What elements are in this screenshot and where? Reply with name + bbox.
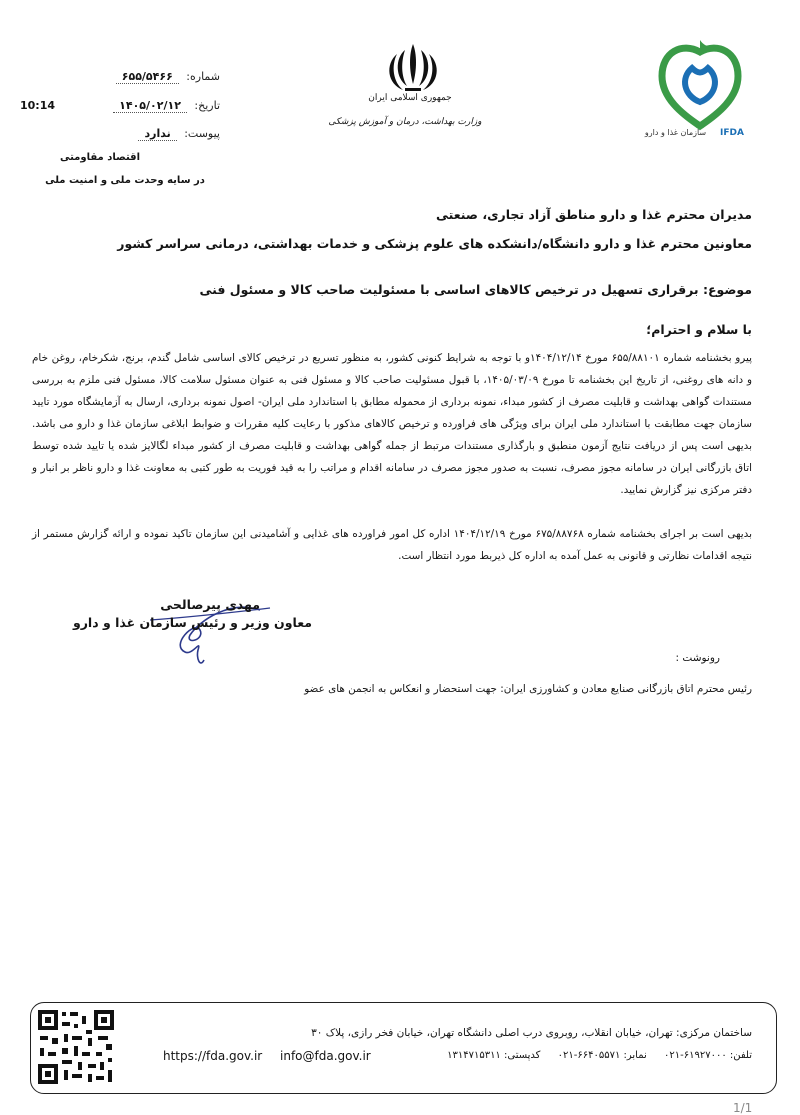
page-indicator: 1/1 [733, 1101, 753, 1115]
footer-website-link[interactable]: https://fda.gov.ir [163, 1049, 263, 1063]
letter-attachment [20, 127, 220, 140]
cc-label: رونوشت : [675, 652, 720, 664]
logo-abbreviation: IFDA [720, 128, 744, 138]
greeting: با سلام و احترام؛ [646, 322, 752, 337]
letter-time: 10:14 [20, 99, 56, 112]
footer-postal-code: کدپستی: ۱۳۱۴۷۱۵۳۱۱ [447, 1050, 541, 1061]
slogan-line-1: اقتصاد مقاومتی [59, 152, 141, 163]
signatory-name: مهدی پیرصالحی [160, 597, 260, 612]
logo-caption: سازمان غذا و دارو [644, 128, 707, 137]
footer-phone: تلفن: ۶۱۹۲۷۰۰۰-۰۲۱ [663, 1050, 752, 1061]
footer-address: ساختمان مرکزی: تهران، خیابان انقلاب، روبروی درب اصلی دانشگاه تهران، خیابان فخر رازی، پلاک ۳۰ [311, 1027, 752, 1039]
date-label: تاریخ: [194, 99, 220, 112]
emblem-caption-country: جمهوری اسلامی ایران [368, 93, 452, 103]
signatory-title: معاون وزیر و رئیس سازمان غذا و دارو [72, 615, 312, 630]
addressee-line-2: معاونین محترم غذا و دارو دانشگاه/دانشکده های علوم پزشکی و خدمات بهداشتی، درمانی سراسر کشور [117, 236, 752, 251]
subject-line: موضوع: برقراری تسهیل در ترخیص کالاهای اساسی با مسئولیت صاحب کالا و مسئول فنی [199, 282, 752, 297]
footer-email-link[interactable]: info@fda.gov.ir [280, 1049, 371, 1063]
number-value: ۶۵۵/۵۴۶۶ [116, 70, 179, 84]
body-paragraph-1: پیرو بخشنامه شماره ۶۵۵/۸۸۱۰۱ مورخ ۱۴۰۴/۱۲/۱۴و با توجه به شرایط کنونی کشور، به منظور تسریع در ترخیص کالای اساسی شامل گندم، برنج، شکرخام، روغن خام و دانه های روغنی، از تاریخ این بخشنامه تا مورخ ۱۴۰۵/۰۳/۰۹، با قبول مسئولیت صاحب کالا و مسئول فنی به عنوان مسئول سلامت کالا، مسئول فنی ملزم به بررسی مستندات گواهی بهداشت و قابلیت مصرف از کشور مبداء، نمونه برداری از محموله مطابق با استاندارد ملی ایران- اصول نمونه برداری، ارسال به آزمایشگاه مورد تایید سازمان جهت مطابقت با استاندارد ملی ایران برای ویژگی های فراورده و ترخیص کالاهای مذکور با رعایت کلیه مقررات و ضوابط ابلاغی سازمان غذا و دارو می باشد. بدیهی است پس از دریافت نتایج آزمون منطبق و بارگذاری مستندات مرتبط از جمله گواهی بهداشت و قابلیت مصرف از کشور مبداء لگالایز شده یا تایید شده توسط اتاق بازرگانی ایران در سامانه مجوز مصرف، نسبت به صدور مجوز مصرف در سامانه اقدام و مراتب را به قید فوریت به طور کتبی به معاونت غذا و دارو ناظر بر انبار و دفتر مرکزی نیز گزارش نمایید. [32, 352, 753, 496]
emblem-caption-ministry: وزارت بهداشت، درمان و آموزش پزشکی [328, 117, 482, 127]
attachment-label: پیوست: [184, 127, 220, 140]
letter-number [20, 70, 220, 83]
date-value: ۱۴۰۵/۰۲/۱۲ [113, 99, 187, 113]
slogan-line-2: در سایه وحدت ملی و امنیت ملی [45, 175, 205, 186]
footer-box [30, 1002, 777, 1094]
attachment-value: ندارد [138, 127, 176, 141]
addressee-line-1: مدیران محترم غذا و دارو مناطق آزاد تجاری، صنعتی [435, 207, 752, 222]
footer-fax: نمابر: ۶۶۴۰۵۵۷۱-۰۲۱ [557, 1050, 647, 1061]
footer-contact [433, 1050, 752, 1061]
body-paragraph-2: بدیهی است بر اجرای بخشنامه شماره ۶۷۵/۸۸۷۶۸ مورخ ۱۴۰۴/۱۲/۱۹ اداره کل امور فراورده های غذایی و آشامیدنی این سازمان تاکید نموده و ارائه گزارش مستمر از نتیجه اقدامات نظارتی و قانونی به عمل آمده به اداره کل ذیربط مورد انتظار است. [32, 528, 753, 562]
cc-recipient: رئیس محترم اتاق بازرگانی صنایع معادن و کشاورزی ایران: جهت استحضار و انعکاس به انجمن های عضو [304, 683, 752, 695]
qr-code-icon [36, 1008, 116, 1086]
number-label: شماره: [186, 70, 220, 83]
